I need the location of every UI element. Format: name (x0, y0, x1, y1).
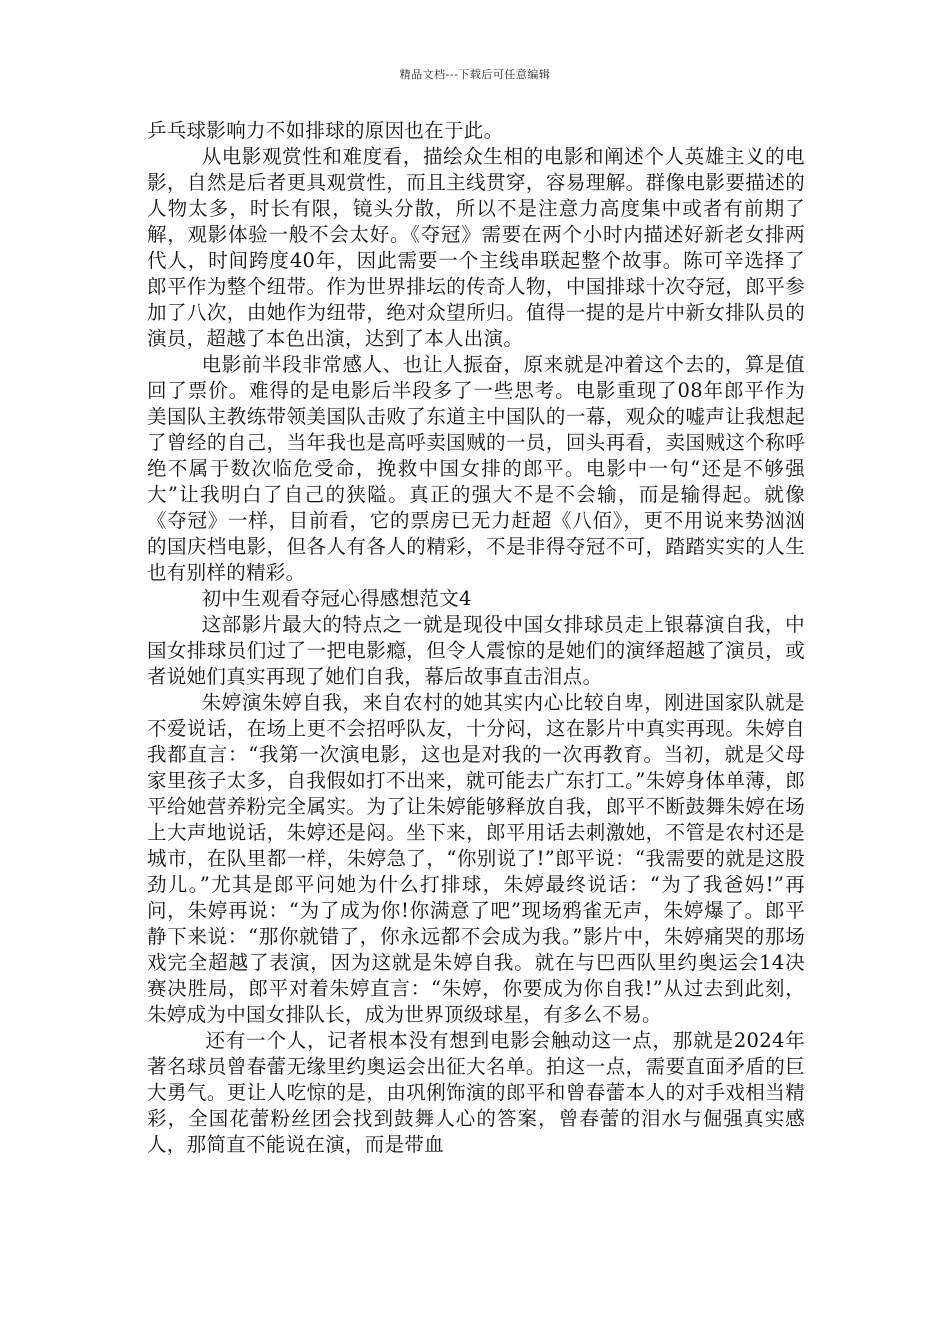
paragraph-zhu-ting: 朱婷演朱婷自我，来自农村的她其实内心比较自卑，刚进国家队就是不爱说话，在场上更不会招呼队友，十分闷，这在影片中真实再现。朱婷自我都直言：“我第一次演电影，这也是对我的一次再教育。当初，就是父母家里孩子太多，自我假如打不出来，就可能去广东打工。”朱婷身体单薄，郎平给她营养粉完全属实。为了让朱婷能够释放自我，郎平不断鼓舞朱婷在场上大声地说话，朱婷还是闷。坐下来，郎平用话去刺激她，不管是农村还是城市，在队里都一样，朱婷急了，“你别说了!”郎平说：“我需要的就是这股劲儿。”尤其是郎平问她为什么打排球，朱婷最终说话：“为了我爸妈!”再问，朱婷再说：“为了成为你!你满意了吧”现场鸦雀无声，朱婷爆了。郎平静下来说：“那你就错了，你永远都不会成为我。”影片中，朱婷痛哭的那场戏完全超越了表演，因为这就是朱婷自我。就在与巴西队里约奥运会14决赛决胜局，郎平对着朱婷直言：“朱婷，你要成为你自我!”从过去到此刻，朱婷成为中国女排队长，成为世界顶级球星，有多么不易。 (147, 691, 805, 1026)
document-body (147, 118, 805, 1158)
paragraph-players-acting: 这部影片最大的特点之一就是现役中国女排球员走上银幕演自我，中国女排球员们过了一把电影瘾，但令人震惊的是她们的演绎超越了演员，或者说她们真实再现了她们自我，幕后故事直击泪点。 (147, 613, 805, 688)
paragraph-film-viewing: 从电影观赏性和难度看，描绘众生相的电影和阐述个人英雄主义的电影，自然是后者更具观赏性，而且主线贯穿，容易理解。群像电影要描述的人物太多，时长有限，镜头分散，所以不是注意力高度集中或者有前期了解，观影体验一般不会太好。《夺冠》需要在两个小时内描述好新老女排两代人，时间跨度40年，因此需要一个主线串联起整个故事。陈可辛选择了郎平作为整个纽带。作为世界排坛的传奇人物，中国排球十次夺冠，郎平参加了八次，由她作为纽带，绝对众望所归。值得一提的是片中新女排队员的演员，超越了本色出演，达到了本人出演。 (147, 145, 805, 350)
section-heading: 初中生观看夺冠心得感想范文4 (201, 587, 472, 610)
paragraph-continuation: 乒乓球影响力不如排球的原因也在于此。 (147, 119, 504, 142)
paragraph-zeng-chunlei: 还有一个人，记者根本没有想到电影会触动这一点，那就是2024年著名球员曾春蕾无缘里约奥运会出征大名单。拍这一点，需要直面矛盾的巨大勇气。更让人吃惊的是，由巩俐饰演的郎平和曾春蕾本人的对手戏相当精彩，全国花蕾粉丝团会找到鼓舞人心的答案，曾春蕾的泪水与倔强真实感人，那简直不能说在演，而是带血 (147, 1029, 805, 1156)
page-header: 精品文档---下载后可任意编辑 (399, 68, 551, 81)
paragraph-film-reflection: 电影前半段非常感人、也让人振奋，原来就是冲着这个去的，算是值回了票价。难得的是电影后半段多了一些思考。电影重现了08年郎平作为美国队主教练带领美国队击败了东道主中国队的一幕，观众的嘘声让我想起了曾经的自己，当年我也是高呼卖国贼的一员，回头再看，卖国贼这个称呼绝不属于数次临危受命，挽救中国女排的郎平。电影中一句“还是不够强大”让我明白了自己的狭隘。真正的强大不是不会输，而是输得起。就像《夺冠》一样，目前看，它的票房已无力赶超《八佰》，更不用说来势汹汹的国庆档电影，但各人有各人的精彩，不是非得夺冠不可，踏踏实实的人生也有别样的精彩。 (147, 353, 805, 584)
